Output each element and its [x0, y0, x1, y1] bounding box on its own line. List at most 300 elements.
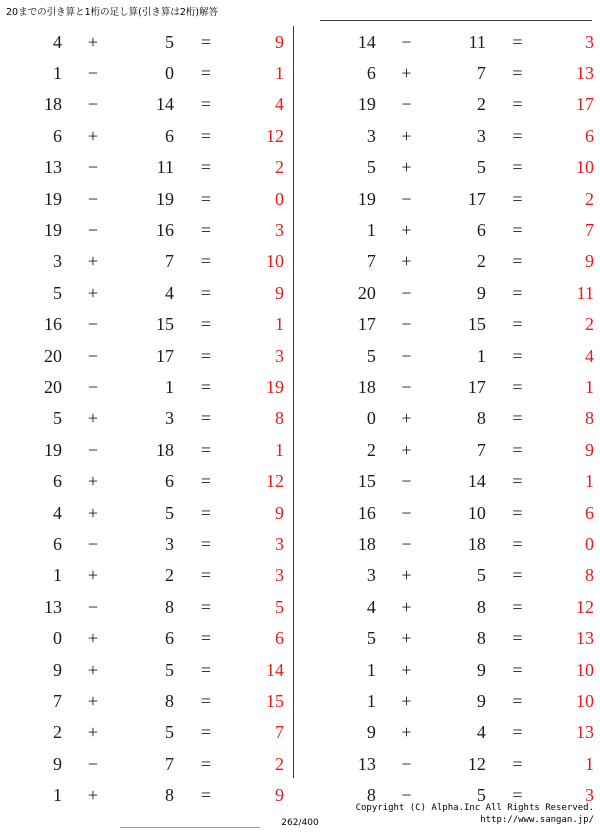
- problem-row: [293, 622, 600, 653]
- problem-row: [0, 622, 293, 653]
- answer-value: 9: [275, 785, 284, 806]
- answer-value: 2: [585, 188, 595, 209]
- footer-credits: [356, 802, 594, 826]
- operand-second: 4: [165, 282, 174, 303]
- equals-sign: =: [200, 439, 212, 460]
- problem-row: [0, 717, 293, 748]
- equals-sign: =: [512, 345, 523, 366]
- problem-row: [0, 685, 293, 716]
- answer-value: 15: [266, 690, 284, 711]
- operator: −: [87, 188, 99, 209]
- problem-row: [0, 434, 293, 465]
- operand-second: 15: [156, 314, 174, 335]
- answer-value: 1: [275, 63, 284, 84]
- equals-sign: =: [512, 690, 523, 711]
- answer-value: 1: [275, 439, 284, 460]
- problem-row: [0, 403, 293, 434]
- operand-first: 4: [366, 596, 376, 617]
- operand-second: 3: [165, 533, 174, 554]
- operator: +: [401, 722, 412, 743]
- problem-row: [293, 340, 600, 371]
- operator: −: [401, 94, 412, 115]
- operand-second: 6: [476, 220, 486, 241]
- problem-row: [293, 57, 600, 88]
- operand-second: 4: [476, 722, 486, 743]
- operand-second: 8: [476, 596, 486, 617]
- equals-sign: =: [200, 533, 212, 554]
- equals-sign: =: [200, 251, 212, 272]
- answer-value: 8: [275, 408, 284, 429]
- operator: −: [401, 314, 412, 335]
- operand-first: 9: [53, 753, 62, 774]
- operand-second: 8: [476, 628, 486, 649]
- operand-first: 19: [357, 188, 376, 209]
- equals-sign: =: [200, 471, 212, 492]
- operand-second: 19: [156, 188, 174, 209]
- operand-second: 0: [165, 63, 174, 84]
- problem-row: [293, 214, 600, 245]
- operator: −: [401, 31, 412, 52]
- answer-value: 3: [585, 31, 595, 52]
- operand-second: 6: [165, 628, 174, 649]
- operand-second: 8: [165, 785, 174, 806]
- operand-second: 1: [476, 345, 486, 366]
- operand-second: 5: [165, 659, 174, 680]
- answer-value: 10: [576, 690, 595, 711]
- operand-first: 1: [366, 220, 376, 241]
- answer-value: 1: [275, 314, 284, 335]
- operand-second: 6: [165, 471, 174, 492]
- answer-value: 5: [275, 596, 284, 617]
- operator: −: [401, 282, 412, 303]
- equals-sign: =: [512, 376, 523, 397]
- operator: −: [87, 345, 99, 366]
- operand-first: 6: [53, 533, 62, 554]
- problem-row: [0, 89, 293, 120]
- equals-sign: =: [512, 439, 523, 460]
- operand-first: 9: [53, 659, 62, 680]
- operator: −: [87, 533, 99, 554]
- problem-row: [293, 403, 600, 434]
- operand-first: 2: [53, 722, 62, 743]
- answer-value: 0: [275, 188, 284, 209]
- problem-row: [0, 120, 293, 151]
- operator: +: [401, 659, 412, 680]
- operator: −: [401, 188, 412, 209]
- equals-sign: =: [200, 125, 212, 146]
- operator: +: [87, 282, 99, 303]
- operator: −: [401, 753, 412, 774]
- operand-first: 4: [53, 31, 62, 52]
- operand-first: 18: [44, 94, 62, 115]
- answer-value: 7: [585, 220, 595, 241]
- equals-sign: =: [200, 220, 212, 241]
- operand-first: 18: [357, 376, 376, 397]
- operator: −: [87, 439, 99, 460]
- problem-row: [0, 57, 293, 88]
- problem-row: [293, 465, 600, 496]
- answer-value: 0: [585, 533, 595, 554]
- operand-second: 3: [165, 408, 174, 429]
- problem-row: [0, 183, 293, 214]
- answer-value: 6: [585, 125, 595, 146]
- operand-second: 11: [156, 157, 174, 178]
- problem-row: [293, 560, 600, 591]
- operand-second: 5: [476, 565, 486, 586]
- answer-value: 2: [275, 753, 284, 774]
- operator: +: [401, 251, 412, 272]
- operand-second: 7: [476, 63, 486, 84]
- answer-value: 10: [576, 157, 595, 178]
- operator: +: [87, 785, 99, 806]
- operand-first: 18: [357, 533, 376, 554]
- problem-row: [0, 246, 293, 277]
- operand-first: 0: [366, 408, 376, 429]
- problem-columns: [0, 26, 600, 811]
- problem-row: [293, 309, 600, 340]
- equals-sign: =: [512, 314, 523, 335]
- operand-first: 1: [366, 690, 376, 711]
- operand-second: 5: [476, 785, 486, 806]
- operand-second: 15: [467, 314, 486, 335]
- answer-value: 4: [585, 345, 595, 366]
- operand-first: 13: [44, 596, 62, 617]
- answer-value: 8: [585, 565, 595, 586]
- operator: +: [401, 220, 412, 241]
- operator: +: [87, 251, 99, 272]
- operator: +: [401, 63, 412, 84]
- operand-second: 7: [476, 439, 486, 460]
- answer-value: 9: [275, 31, 284, 52]
- operand-second: 9: [476, 659, 486, 680]
- operand-first: 5: [366, 157, 376, 178]
- answer-value: 3: [585, 785, 595, 806]
- answer-value: 1: [585, 753, 595, 774]
- operator: +: [87, 502, 99, 523]
- operand-first: 19: [44, 188, 62, 209]
- operand-second: 17: [467, 188, 486, 209]
- answer-value: 8: [585, 408, 595, 429]
- answer-value: 9: [585, 439, 595, 460]
- problem-row: [293, 748, 600, 779]
- equals-sign: =: [200, 31, 212, 52]
- operator: −: [87, 63, 99, 84]
- operand-second: 9: [476, 690, 486, 711]
- operand-first: 20: [44, 345, 62, 366]
- equals-sign: =: [200, 596, 212, 617]
- equals-sign: =: [200, 753, 212, 774]
- equals-sign: =: [512, 63, 523, 84]
- operand-second: 5: [165, 31, 174, 52]
- equals-sign: =: [200, 565, 212, 586]
- operator: −: [87, 314, 99, 335]
- operator: +: [401, 157, 412, 178]
- answer-value: 3: [275, 345, 284, 366]
- equals-sign: =: [200, 659, 212, 680]
- operator: +: [401, 690, 412, 711]
- equals-sign: =: [200, 502, 212, 523]
- answer-value: 13: [576, 63, 595, 84]
- operand-second: 14: [467, 471, 486, 492]
- operator: −: [401, 502, 412, 523]
- operator: +: [87, 471, 99, 492]
- answer-value: 9: [275, 282, 284, 303]
- problem-row: [293, 183, 600, 214]
- equals-sign: =: [200, 63, 212, 84]
- operand-first: 5: [366, 628, 376, 649]
- answer-value: 11: [576, 282, 595, 303]
- operand-first: 6: [53, 471, 62, 492]
- operand-second: 14: [156, 94, 174, 115]
- answer-value: 1: [585, 376, 595, 397]
- problem-row: [293, 371, 600, 402]
- problem-row: [293, 120, 600, 151]
- operand-second: 16: [156, 220, 174, 241]
- problem-row: [293, 654, 600, 685]
- answer-value: 19: [266, 376, 284, 397]
- operand-second: 5: [165, 722, 174, 743]
- operator: +: [87, 628, 99, 649]
- operand-second: 2: [476, 251, 486, 272]
- equals-sign: =: [512, 565, 523, 586]
- operand-first: 5: [53, 408, 62, 429]
- answer-value: 4: [275, 94, 284, 115]
- header-divider-line: [320, 20, 592, 21]
- operand-second: 2: [476, 94, 486, 115]
- operand-first: 14: [357, 31, 376, 52]
- equals-sign: =: [200, 345, 212, 366]
- problem-row: [293, 685, 600, 716]
- operator: −: [401, 471, 412, 492]
- equals-sign: =: [512, 188, 523, 209]
- equals-sign: =: [200, 282, 212, 303]
- problem-row: [293, 591, 600, 622]
- problem-row: [0, 371, 293, 402]
- equals-sign: =: [512, 157, 523, 178]
- equals-sign: =: [512, 533, 523, 554]
- operand-second: 8: [165, 690, 174, 711]
- operand-first: 3: [53, 251, 62, 272]
- problem-row: [0, 465, 293, 496]
- problem-row: [0, 277, 293, 308]
- answer-value: 1: [585, 471, 595, 492]
- operand-first: 1: [53, 565, 62, 586]
- operator: −: [87, 94, 99, 115]
- operand-first: 3: [366, 125, 376, 146]
- problem-column-left: [0, 26, 293, 811]
- operator: +: [87, 659, 99, 680]
- equals-sign: =: [512, 596, 523, 617]
- equals-sign: =: [200, 690, 212, 711]
- equals-sign: =: [512, 408, 523, 429]
- answer-value: 3: [275, 565, 284, 586]
- operand-first: 19: [357, 94, 376, 115]
- equals-sign: =: [512, 471, 523, 492]
- operand-first: 16: [357, 502, 376, 523]
- operand-first: 9: [366, 722, 376, 743]
- answer-value: 6: [585, 502, 595, 523]
- problem-row: [0, 560, 293, 591]
- problem-row: [293, 528, 600, 559]
- equals-sign: =: [512, 125, 523, 146]
- operator: +: [87, 125, 99, 146]
- problem-row: [0, 152, 293, 183]
- operand-second: 18: [156, 439, 174, 460]
- operator: +: [401, 408, 412, 429]
- equals-sign: =: [512, 502, 523, 523]
- problem-row: [293, 26, 600, 57]
- answer-value: 9: [585, 251, 595, 272]
- equals-sign: =: [200, 408, 212, 429]
- operand-first: 5: [366, 345, 376, 366]
- page-title: 20までの引き算と1桁の足し算(引き算は2桁)解答: [6, 7, 219, 18]
- equals-sign: =: [512, 722, 523, 743]
- equals-sign: =: [200, 94, 212, 115]
- operand-first: 19: [44, 439, 62, 460]
- operand-second: 3: [476, 125, 486, 146]
- operand-second: 12: [467, 753, 486, 774]
- answer-value: 2: [585, 314, 595, 335]
- answer-value: 6: [275, 628, 284, 649]
- operand-second: 18: [467, 533, 486, 554]
- operator: −: [401, 533, 412, 554]
- operand-first: 16: [44, 314, 62, 335]
- operand-first: 1: [53, 785, 62, 806]
- operand-first: 0: [53, 628, 62, 649]
- answer-value: 10: [266, 251, 284, 272]
- operator: +: [401, 125, 412, 146]
- problem-row: [0, 748, 293, 779]
- answer-value: 9: [275, 502, 284, 523]
- equals-sign: =: [512, 94, 523, 115]
- operator: +: [87, 565, 99, 586]
- page-number: 262/400: [281, 818, 319, 828]
- operand-first: 6: [53, 125, 62, 146]
- operand-second: 5: [165, 502, 174, 523]
- answer-value: 12: [576, 596, 595, 617]
- problem-row: [0, 779, 293, 810]
- equals-sign: =: [512, 785, 523, 806]
- problem-column-right: [293, 26, 600, 811]
- equals-sign: =: [200, 722, 212, 743]
- equals-sign: =: [512, 251, 523, 272]
- problem-row: [0, 214, 293, 245]
- operand-first: 13: [44, 157, 62, 178]
- answer-value: 10: [576, 659, 595, 680]
- operand-first: 13: [357, 753, 376, 774]
- equals-sign: =: [512, 220, 523, 241]
- problem-row: [293, 89, 600, 120]
- operand-first: 8: [366, 785, 376, 806]
- operand-second: 17: [156, 345, 174, 366]
- equals-sign: =: [512, 31, 523, 52]
- operand-second: 5: [476, 157, 486, 178]
- equals-sign: =: [200, 785, 212, 806]
- operand-first: 7: [366, 251, 376, 272]
- footer-rule: [120, 827, 260, 828]
- answer-value: 3: [275, 220, 284, 241]
- equals-sign: =: [512, 628, 523, 649]
- answer-value: 2: [275, 157, 284, 178]
- answer-value: 17: [576, 94, 595, 115]
- operator: +: [401, 565, 412, 586]
- answer-value: 14: [266, 659, 284, 680]
- operator: −: [87, 376, 99, 397]
- operator: +: [401, 439, 412, 460]
- problem-row: [293, 277, 600, 308]
- operand-first: 7: [53, 690, 62, 711]
- equals-sign: =: [200, 157, 212, 178]
- problem-row: [0, 340, 293, 371]
- operand-second: 10: [467, 502, 486, 523]
- operator: −: [401, 785, 412, 806]
- operator: −: [401, 345, 412, 366]
- operator: −: [87, 220, 99, 241]
- problem-row: [293, 246, 600, 277]
- operator: −: [87, 596, 99, 617]
- operator: +: [87, 31, 99, 52]
- equals-sign: =: [200, 188, 212, 209]
- problem-row: [0, 654, 293, 685]
- equals-sign: =: [200, 314, 212, 335]
- operator: −: [87, 753, 99, 774]
- operand-second: 8: [476, 408, 486, 429]
- operand-first: 4: [53, 502, 62, 523]
- operator: +: [87, 408, 99, 429]
- equals-sign: =: [200, 376, 212, 397]
- problem-row: [0, 26, 293, 57]
- operand-first: 2: [366, 439, 376, 460]
- operand-second: 11: [468, 31, 486, 52]
- operator: −: [401, 376, 412, 397]
- answer-value: 13: [576, 628, 595, 649]
- operand-second: 7: [165, 753, 174, 774]
- operand-first: 3: [366, 565, 376, 586]
- operand-second: 7: [165, 251, 174, 272]
- equals-sign: =: [512, 282, 523, 303]
- operand-first: 20: [44, 376, 62, 397]
- operand-second: 6: [165, 125, 174, 146]
- operator: +: [87, 690, 99, 711]
- operand-first: 17: [357, 314, 376, 335]
- answer-value: 12: [266, 125, 284, 146]
- problem-row: [293, 434, 600, 465]
- operator: +: [401, 596, 412, 617]
- operand-first: 1: [53, 63, 62, 84]
- operand-first: 5: [53, 282, 62, 303]
- operand-second: 1: [165, 376, 174, 397]
- problem-row: [0, 309, 293, 340]
- equals-sign: =: [512, 753, 523, 774]
- equals-sign: =: [512, 659, 523, 680]
- operator: −: [87, 157, 99, 178]
- operand-second: 17: [467, 376, 486, 397]
- operand-first: 20: [357, 282, 376, 303]
- operator: +: [401, 628, 412, 649]
- problem-row: [0, 528, 293, 559]
- problem-row: [293, 152, 600, 183]
- copyright-text: Copyright (C) Alpha.Inc All Rights Reserved.: [355, 803, 594, 813]
- problem-row: [293, 717, 600, 748]
- answer-value: 3: [275, 533, 284, 554]
- operand-first: 1: [366, 659, 376, 680]
- operand-first: 15: [357, 471, 376, 492]
- problem-row: [293, 497, 600, 528]
- site-url: http://www.sangan.jp/: [480, 815, 594, 826]
- operand-first: 6: [366, 63, 376, 84]
- operand-second: 2: [165, 565, 174, 586]
- operand-second: 9: [476, 282, 486, 303]
